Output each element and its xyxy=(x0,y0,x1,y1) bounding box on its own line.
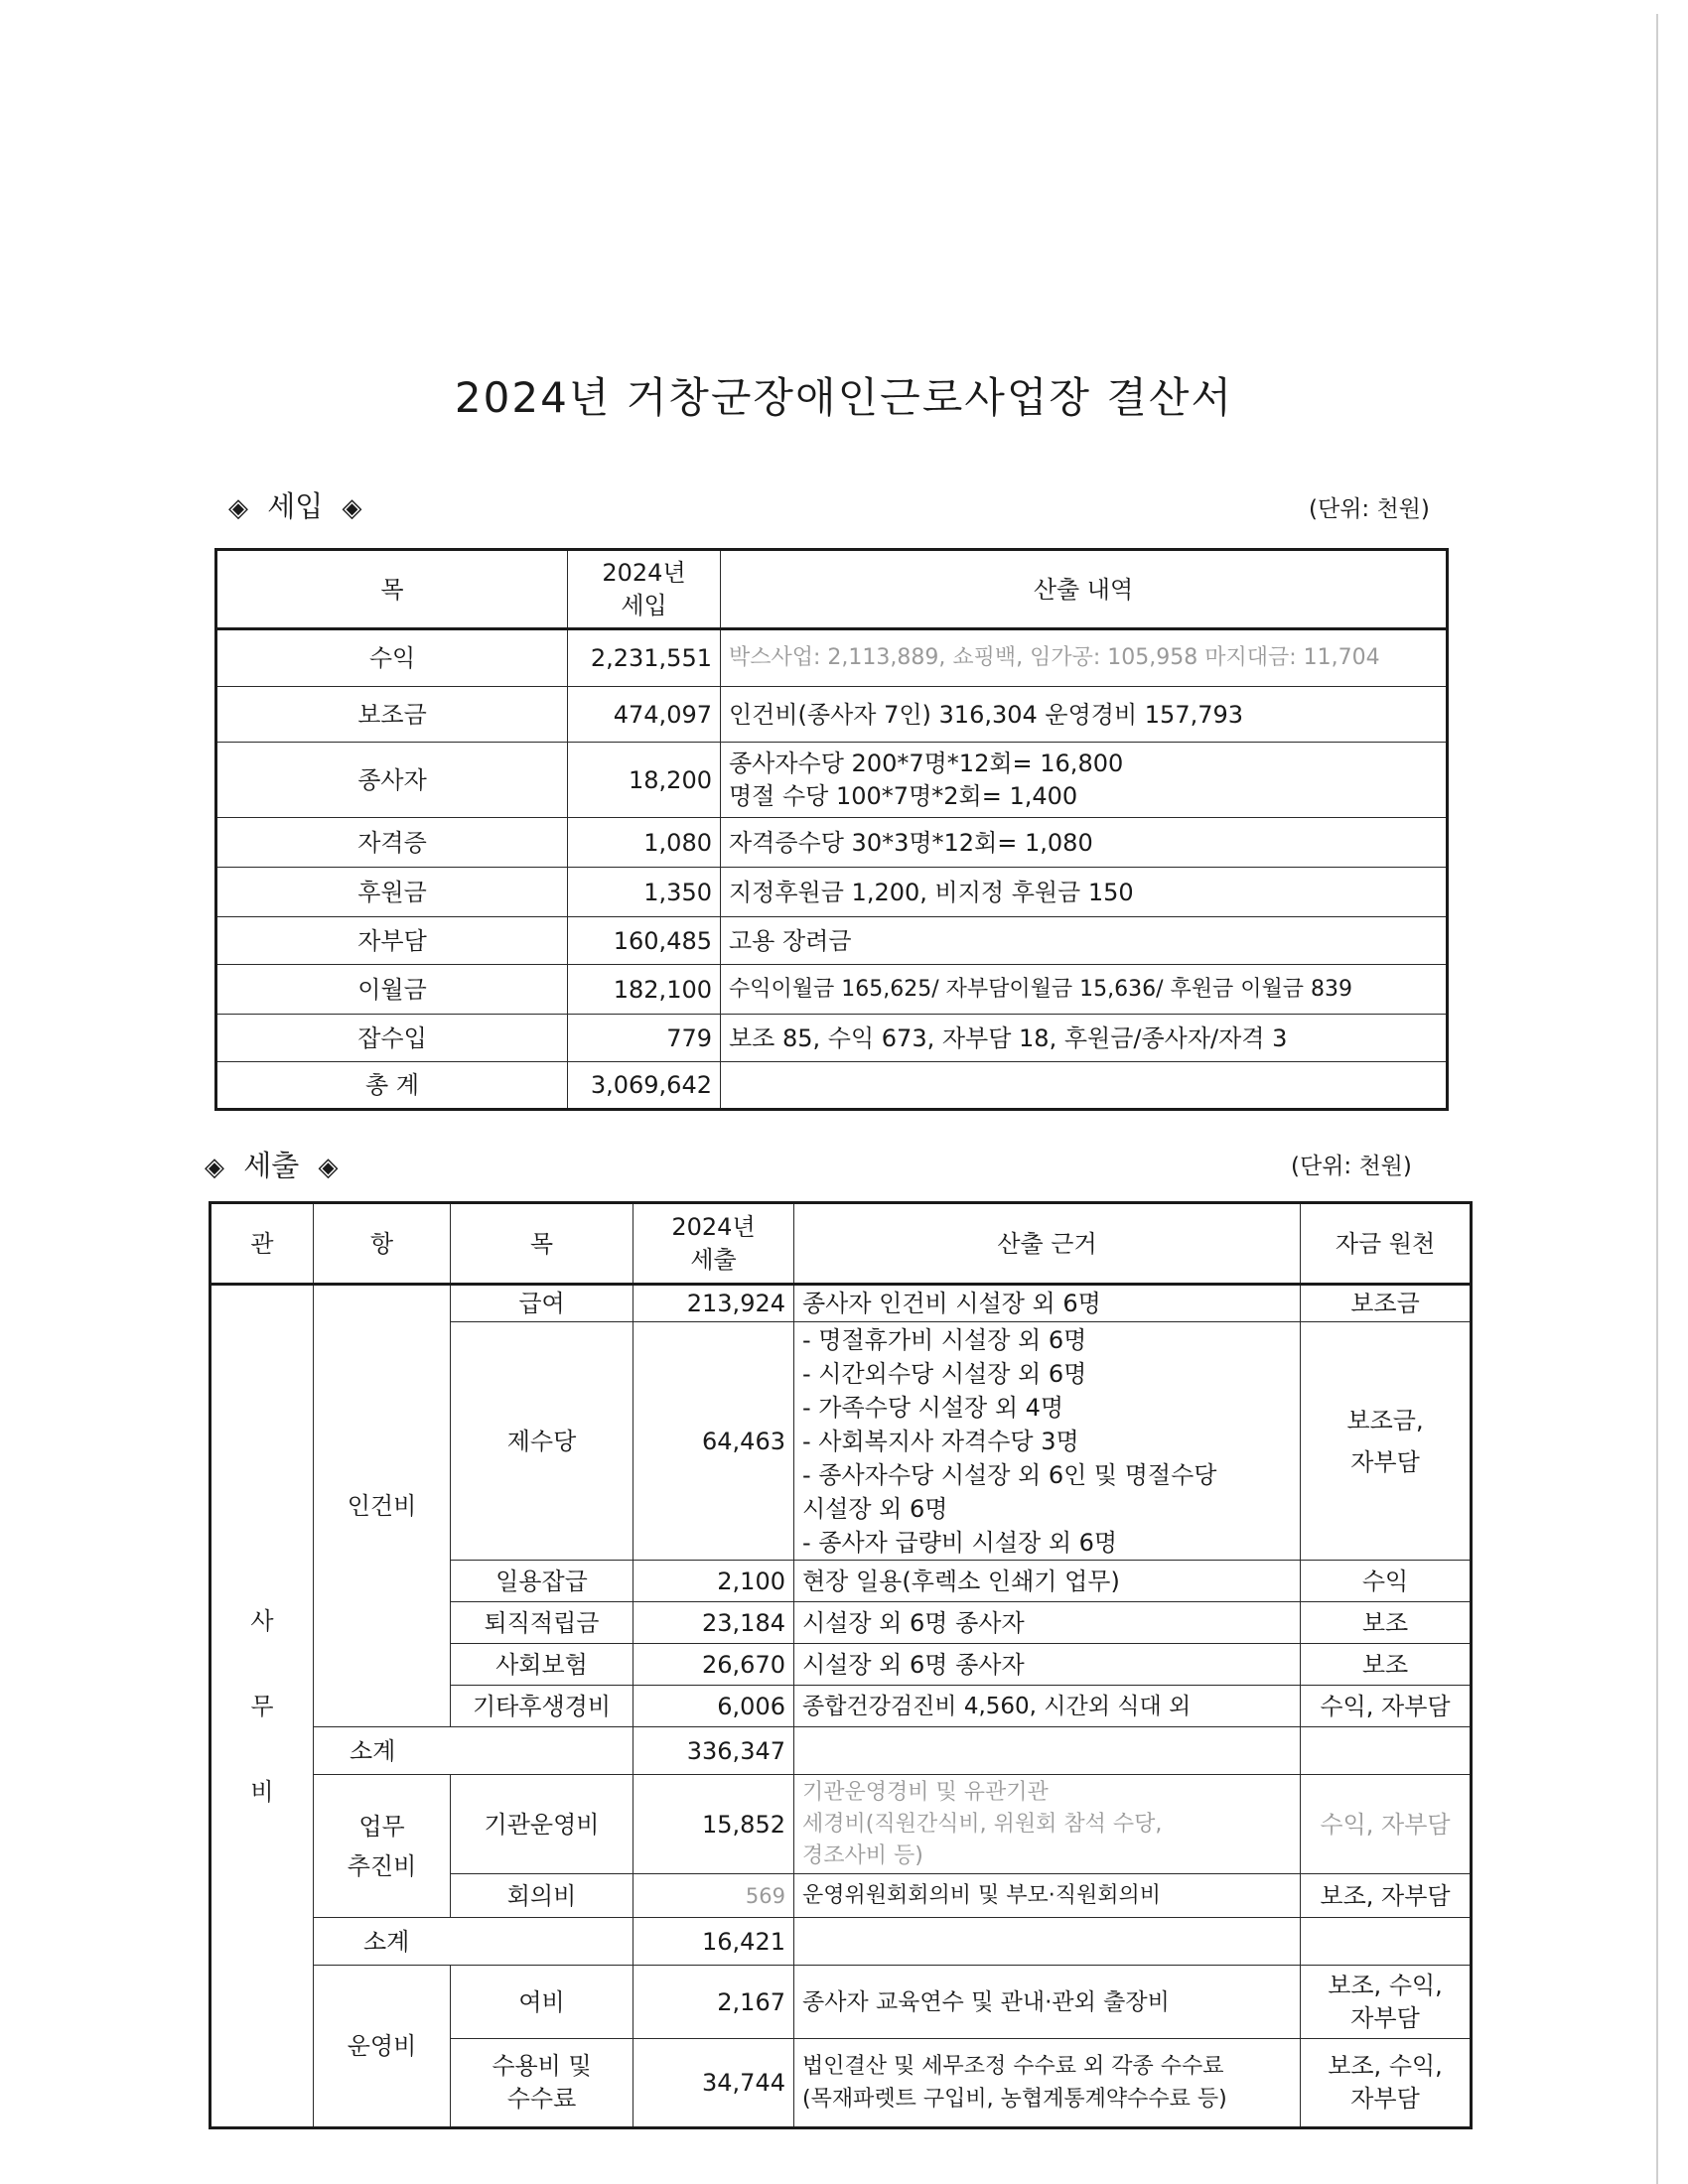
expense-amount: 64,463 xyxy=(633,1322,794,1561)
expense-basis: 종사자 인건비 시설장 외 6명 xyxy=(794,1285,1301,1322)
expense-table xyxy=(209,1201,1473,2129)
expense-amount: 2,100 xyxy=(633,1561,794,1602)
expense-basis: 운영위원회회의비 및 부모·직원회의비 xyxy=(794,1874,1301,1918)
expense-source: 수익, 자부담 xyxy=(1301,1775,1472,1874)
income-amount: 1,350 xyxy=(568,868,721,917)
expense-mok: 회의비 xyxy=(451,1874,633,1918)
table-row xyxy=(211,1285,1472,1322)
income-heading xyxy=(228,484,361,525)
income-total-amount: 3,069,642 xyxy=(568,1062,721,1110)
expense-subtotal-source xyxy=(1301,1727,1472,1775)
document-title: 2024년 거창군장애인근로사업장 결산서 xyxy=(454,373,1234,422)
table-row xyxy=(216,965,1448,1015)
expense-hang-personnel: 인건비 xyxy=(314,1285,451,1727)
expense-mok: 제수당 xyxy=(451,1322,633,1561)
income-item: 보조금 xyxy=(216,687,568,743)
income-total-detail xyxy=(721,1062,1448,1110)
expense-col-gwan: 관 xyxy=(211,1203,314,1285)
expense-basis: 현장 일용(후렉소 인쇄기 업무) xyxy=(794,1561,1301,1602)
expense-subtotal-label: 소계 xyxy=(314,1727,633,1775)
income-table xyxy=(214,548,1449,1111)
expense-basis: 시설장 외 6명 종사자 xyxy=(794,1644,1301,1686)
expense-subtotal-amount: 336,347 xyxy=(633,1727,794,1775)
income-item: 자격증 xyxy=(216,818,568,868)
diamond-icon: ◈ xyxy=(318,1153,339,1182)
expense-header-row xyxy=(211,1203,1472,1285)
expense-hang-operating: 운영비 xyxy=(314,1966,451,2128)
income-amount: 2,231,551 xyxy=(568,629,721,687)
income-col-item: 목 xyxy=(216,550,568,629)
income-amount: 779 xyxy=(568,1015,721,1062)
income-item: 잡수입 xyxy=(216,1015,568,1062)
expense-col-source: 자금 원천 xyxy=(1301,1203,1472,1285)
income-detail: 인건비(종사자 7인) 316,304 운영경비 157,793 xyxy=(721,687,1448,743)
expense-amount: 6,006 xyxy=(633,1686,794,1727)
expense-col-amount: 2024년 세출 xyxy=(633,1203,794,1285)
expense-subtotal-label: 소계 xyxy=(314,1918,633,1966)
expense-amount: 2,167 xyxy=(633,1966,794,2039)
table-row xyxy=(216,629,1448,687)
income-detail: 자격증수당 30*3명*12회= 1,080 xyxy=(721,818,1448,868)
table-row xyxy=(216,868,1448,917)
expense-basis: - 명절휴가비 시설장 외 6명 - 시간외수당 시설장 외 6명 - 가족수당 시설장 외 4명 - 사회복지사 자격수당 3명 - 종사자수당 시설장 외 6인 및 명절수당 시설장 외 6명 - 종사자 급량비 시설장 외 6명 xyxy=(794,1322,1301,1561)
expense-basis: 종합건강검진비 4,560, 시간외 식대 외 xyxy=(794,1686,1301,1727)
expense-mok: 퇴직적립금 xyxy=(451,1602,633,1644)
expense-subtotal-basis xyxy=(794,1727,1301,1775)
income-amount: 182,100 xyxy=(568,965,721,1015)
income-header-row xyxy=(216,550,1448,629)
expense-mok: 급여 xyxy=(451,1285,633,1322)
expense-subtotal-amount: 16,421 xyxy=(633,1918,794,1966)
expense-gwan-label: 사 무 비 xyxy=(211,1285,314,2128)
expense-basis: 시설장 외 6명 종사자 xyxy=(794,1602,1301,1644)
table-row xyxy=(211,1775,1472,1874)
expense-source: 보조, 수익, 자부담 xyxy=(1301,2039,1472,2128)
expense-amount: 213,924 xyxy=(633,1285,794,1322)
income-detail: 종사자수당 200*7명*12회= 16,800 명절 수당 100*7명*2회= 1,400 xyxy=(721,743,1448,818)
income-detail: 수익이월금 165,625/ 자부담이월금 15,636/ 후원금 이월금 839 xyxy=(721,965,1448,1015)
income-item: 수익 xyxy=(216,629,568,687)
expense-subtotal-row xyxy=(211,1727,1472,1775)
expense-heading-label: 세출 xyxy=(243,1149,300,1182)
expense-source: 보조, 수익, 자부담 xyxy=(1301,1966,1472,2039)
expense-source: 보조, 자부담 xyxy=(1301,1874,1472,1918)
expense-mok: 수용비 및 수수료 xyxy=(451,2039,633,2128)
diamond-icon: ◈ xyxy=(205,1153,224,1182)
table-row xyxy=(216,743,1448,818)
expense-col-basis: 산출 근거 xyxy=(794,1203,1301,1285)
expense-mok: 기관운영비 xyxy=(451,1775,633,1874)
income-heading-label: 세입 xyxy=(267,489,324,523)
expense-subtotal-row xyxy=(211,1918,1472,1966)
income-col-detail: 산출 내역 xyxy=(721,550,1448,629)
expense-source: 보조 xyxy=(1301,1602,1472,1644)
expense-mok: 일용잡급 xyxy=(451,1561,633,1602)
expense-unit-label: (단위: 천원) xyxy=(1291,1154,1412,1179)
income-item: 자부담 xyxy=(216,917,568,965)
income-amount: 160,485 xyxy=(568,917,721,965)
expense-mok: 여비 xyxy=(451,1966,633,2039)
expense-mok: 사회보험 xyxy=(451,1644,633,1686)
expense-amount: 34,744 xyxy=(633,2039,794,2128)
income-detail: 박스사업: 2,113,889, 쇼핑백, 임가공: 105,958 마지대금: 11,704 xyxy=(721,629,1448,687)
expense-source: 수익, 자부담 xyxy=(1301,1686,1472,1727)
income-amount: 1,080 xyxy=(568,818,721,868)
expense-heading xyxy=(205,1144,338,1184)
income-amount: 18,200 xyxy=(568,743,721,818)
expense-source: 보조금 xyxy=(1301,1285,1472,1322)
income-item: 종사자 xyxy=(216,743,568,818)
expense-amount: 569 xyxy=(633,1874,794,1918)
expense-subtotal-source xyxy=(1301,1918,1472,1966)
income-item: 후원금 xyxy=(216,868,568,917)
table-row xyxy=(216,818,1448,868)
table-row xyxy=(216,917,1448,965)
scan-edge-line xyxy=(1656,14,1658,2184)
income-total-row xyxy=(216,1062,1448,1110)
diamond-icon: ◈ xyxy=(342,493,362,523)
income-amount: 474,097 xyxy=(568,687,721,743)
expense-basis: 종사자 교육연수 및 관내·관외 출장비 xyxy=(794,1966,1301,2039)
expense-col-hang: 항 xyxy=(314,1203,451,1285)
expense-source: 보조금, 자부담 xyxy=(1301,1322,1472,1561)
expense-subtotal-basis xyxy=(794,1918,1301,1966)
income-total-label: 총 계 xyxy=(216,1062,568,1110)
expense-amount: 23,184 xyxy=(633,1602,794,1644)
income-detail: 고용 장려금 xyxy=(721,917,1448,965)
expense-source: 보조 xyxy=(1301,1644,1472,1686)
expense-basis: 법인결산 및 세무조정 수수료 외 각종 수수료 (목재파렛트 구입비, 농협계통계약수수료 등) xyxy=(794,2039,1301,2128)
income-item: 이월금 xyxy=(216,965,568,1015)
income-detail: 지정후원금 1,200, 비지정 후원금 150 xyxy=(721,868,1448,917)
income-col-amount: 2024년 세입 xyxy=(568,550,721,629)
expense-source: 수익 xyxy=(1301,1561,1472,1602)
diamond-icon: ◈ xyxy=(228,493,248,523)
table-row xyxy=(216,1015,1448,1062)
table-row xyxy=(216,687,1448,743)
table-row xyxy=(211,1966,1472,2039)
expense-amount: 15,852 xyxy=(633,1775,794,1874)
income-detail: 보조 85, 수익 673, 자부담 18, 후원금/종사자/자격 3 xyxy=(721,1015,1448,1062)
expense-mok: 기타후생경비 xyxy=(451,1686,633,1727)
income-unit-label: (단위: 천원) xyxy=(1309,496,1430,522)
expense-hang-business: 업무 추진비 xyxy=(314,1775,451,1918)
expense-col-mok: 목 xyxy=(451,1203,633,1285)
expense-basis: 기관운영경비 및 유관기관 세경비(직원간식비, 위원회 참석 수당, 경조사비 등) xyxy=(794,1775,1301,1874)
expense-amount: 26,670 xyxy=(633,1644,794,1686)
